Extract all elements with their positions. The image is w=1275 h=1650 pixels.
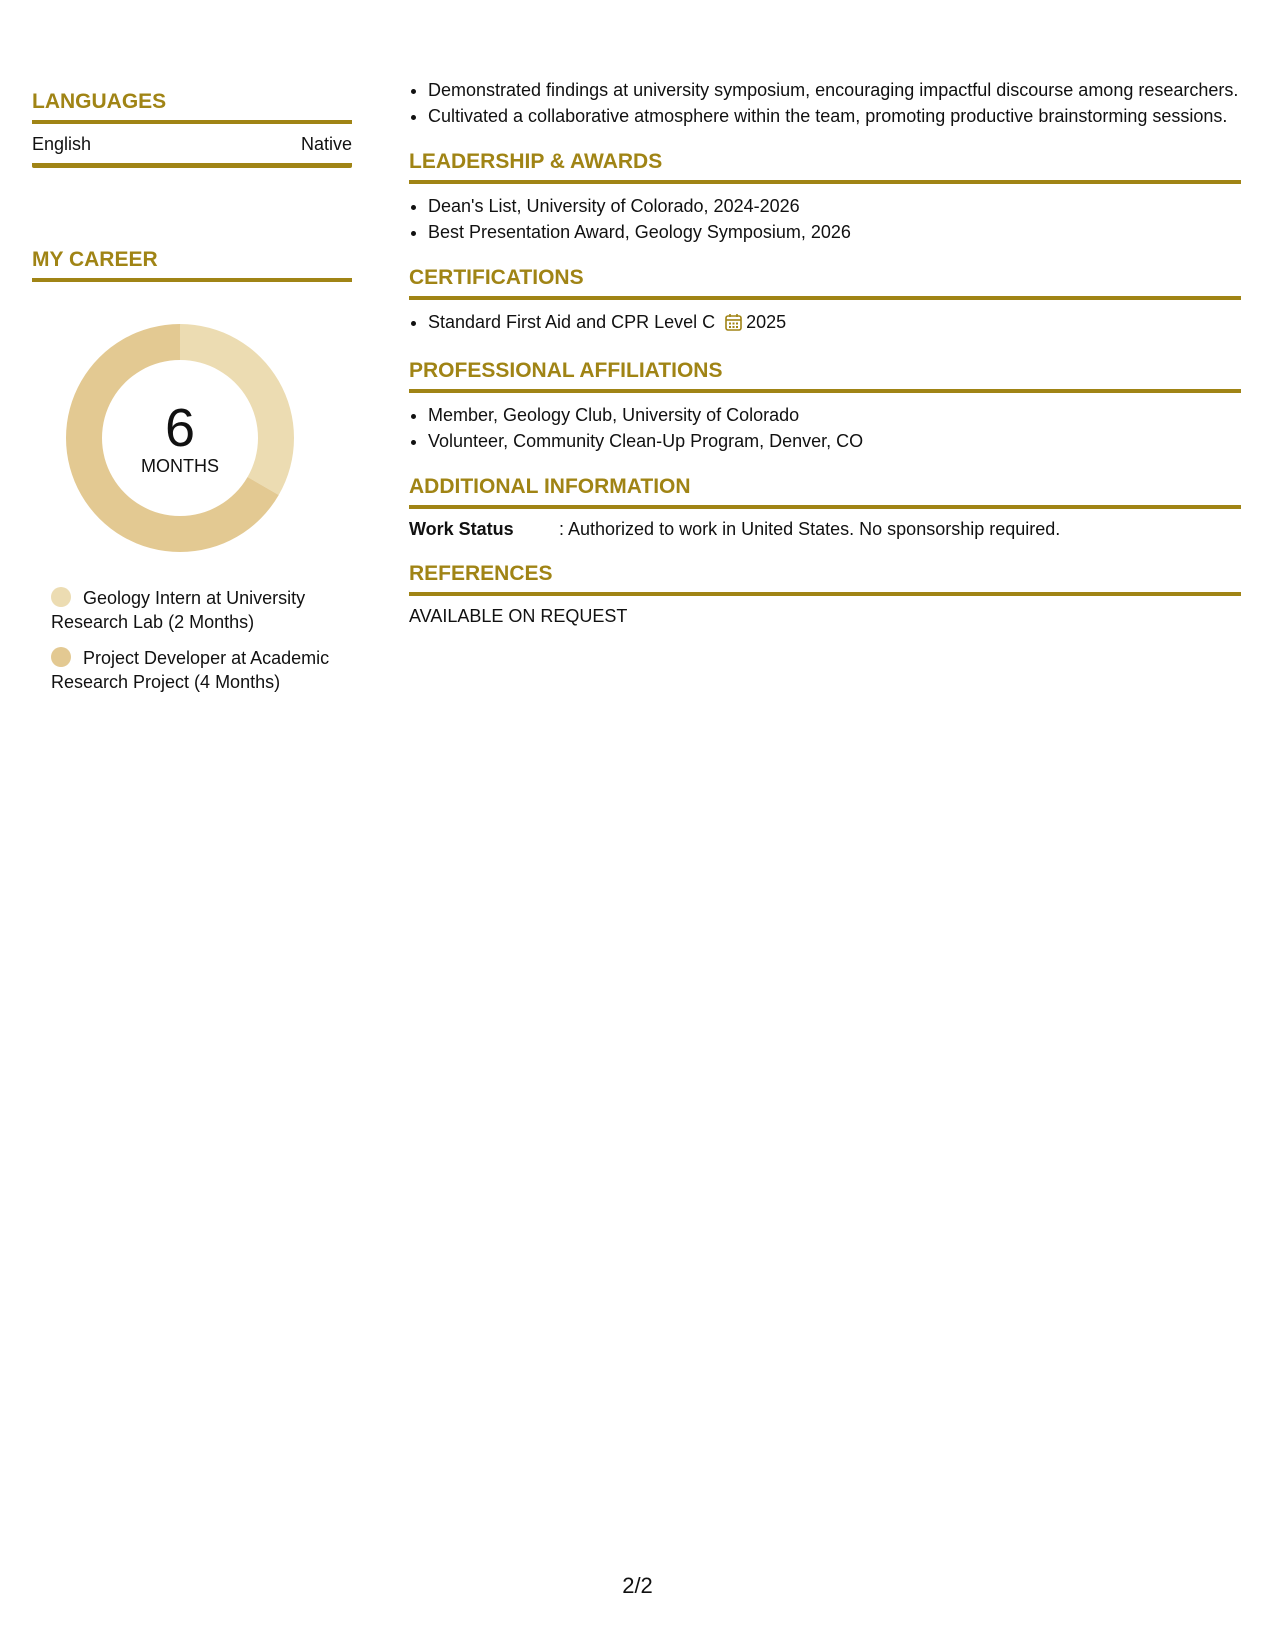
- languages-section: [32, 88, 352, 168]
- list-item: • Dean's List, University of Colorado, 2024-2026: [428, 194, 1241, 218]
- list-item: • Best Presentation Award, Geology Symposium, 2026: [428, 220, 1241, 244]
- donut-total-unit: MONTHS: [141, 456, 219, 476]
- affiliations-heading: PROFESSIONAL AFFILIATIONS: [409, 357, 1241, 393]
- certification-year: 2025: [746, 312, 787, 332]
- certifications-heading: CERTIFICATIONS: [409, 264, 1241, 300]
- donut-center: [66, 324, 294, 552]
- left-column: [32, 88, 352, 706]
- legend-item: [51, 646, 331, 694]
- leadership-section: [409, 148, 1241, 244]
- donut-total-number: 6: [164, 398, 196, 458]
- legend-item: [51, 586, 331, 634]
- affiliations-list: [409, 403, 1241, 453]
- certification-name: Standard First Aid and CPR Level C: [428, 312, 716, 332]
- career-donut-chart: [66, 324, 294, 552]
- career-section: [32, 246, 352, 694]
- affiliations-section: [409, 357, 1241, 453]
- legend-swatch: [51, 647, 71, 667]
- legend-label: Project Developer at Academic Research Project (4 Months): [51, 648, 330, 692]
- right-column: [409, 78, 1241, 627]
- experience-bullets: [409, 78, 1241, 128]
- language-level: Native: [300, 134, 352, 154]
- leadership-list: [409, 194, 1241, 244]
- list-item: • Volunteer, Community Clean-Up Program, Denver, CO: [428, 429, 1241, 453]
- list-item: • Cultivated a collaborative atmosphere within the team, promoting productive brainstorming sessions.: [428, 104, 1241, 128]
- certifications-list: [409, 310, 1241, 337]
- references-section: [409, 560, 1241, 627]
- certifications-section: [409, 264, 1241, 337]
- leadership-heading: LEADERSHIP & AWARDS: [409, 148, 1241, 184]
- page-number: 2/2: [622, 1573, 653, 1598]
- work-status-value: : Authorized to work in United States. No sponsorship required.: [559, 519, 1061, 539]
- additional-section: [409, 473, 1241, 540]
- language-name: English: [32, 134, 92, 154]
- legend-swatch: [51, 587, 71, 607]
- languages-heading: LANGUAGES: [32, 88, 352, 124]
- language-row: [32, 124, 352, 168]
- career-heading: MY CAREER: [32, 246, 352, 282]
- references-text: AVAILABLE ON REQUEST: [409, 606, 628, 626]
- references-heading: REFERENCES: [409, 560, 1241, 596]
- list-item: [428, 310, 1241, 337]
- career-legend: [51, 586, 352, 694]
- work-status-label: Work Status: [409, 519, 514, 539]
- list-item: • Member, Geology Club, University of Colorado: [428, 403, 1241, 427]
- legend-label: Geology Intern at University Research Lab (2 Months): [51, 588, 306, 632]
- list-item: • Demonstrated findings at university symposium, encouraging impactful discourse among researchers.: [428, 78, 1241, 102]
- additional-heading: ADDITIONAL INFORMATION: [409, 473, 1241, 509]
- work-status-row: [409, 519, 1241, 540]
- calendar-icon: [725, 313, 742, 337]
